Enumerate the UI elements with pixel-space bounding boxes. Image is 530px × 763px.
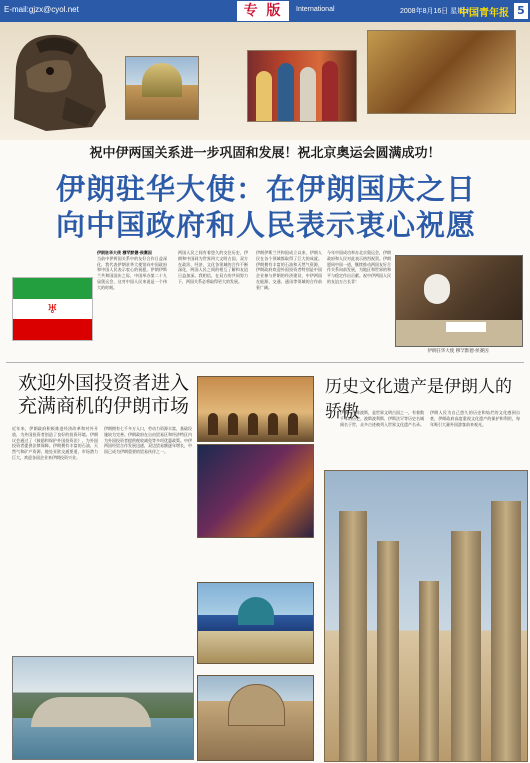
women-traditional-dress-photo bbox=[247, 50, 357, 122]
section-label: 专 版 bbox=[237, 1, 289, 21]
carpet-market-photo bbox=[367, 30, 516, 114]
article1-column-1-text: 当前中伊两国关系中的友好合作日益深化，我代表伊朗驻华大使馆向中国政府和中国人民表示衷心的祝愿。伊朗伊斯兰共和国国庆之际，中国举办第二十九届奥运会，这对中国人民来说是一个伟大的时刻。 bbox=[97, 255, 167, 290]
ambassador-photo bbox=[395, 255, 523, 347]
headline-line-1: 伊朗驻华大使：在伊朗国庆之日 bbox=[55, 172, 476, 206]
article2-headline-line-1: 欢迎外国投资者进入 bbox=[18, 372, 190, 394]
historic-bridge-photo bbox=[197, 376, 314, 442]
article1-column-4: 今年中国成功举办北京奥运会，伊朗政府和人民对此表示热烈祝贺。伊朗愿同中国一道，继续推动两国友好合作关系向前发展，为地区和世界的和平与稳定作出贡献。祝中伊两国人民的友谊万古长青！ bbox=[327, 250, 391, 284]
page-headline bbox=[26, 171, 506, 243]
mosque-interior-photo bbox=[197, 444, 314, 538]
dam-photo bbox=[12, 656, 194, 760]
article1-column-1 bbox=[97, 250, 167, 358]
article3-column-2: 伊朗人民为自己悠久的历史和灿烂的文化感到自豪，伊朗政府高度重视文化遗产的保护和利用，每年吸引大量外国游客前来观光。 bbox=[430, 410, 520, 427]
article2-column-1: 近年来，伊朗政府积极推进经济改革和对外开放，为外国投资者创造了良好的投资环境。伊朗议会通过了《鼓励和保护外国投资法》，为外国投资者提供法律保障。伊朗拥有丰富的石油、天然气和矿产资源，地处亚欧交通要道，市场潜力巨大，欢迎各国企业来伊朗投资兴业。 bbox=[12, 426, 98, 460]
imam-square-photo bbox=[197, 582, 314, 664]
article1-byline: 伊朗驻华大使 穆罕默德·侯赛因 bbox=[97, 250, 152, 255]
article2-column-2: 伊朗拥有七千多万人口，劳动力资源丰富，基础设施较为完善。伊朗政府在自由贸易区和经济特区内为外国投资者提供税收减免等多项优惠政策。中伊两国经贸合作发展迅速，双边贸易额逐年增长，中国已成为伊朗重要的贸易伙伴之一。 bbox=[104, 426, 192, 455]
article1-column-3: 伊朗伊斯兰共和国成立以来，伊朗人民在各个领域都取得了巨大的成就。伊朗拥有丰富的石油和天然气资源，伊朗政府欢迎外国投资者特别是中国企业参与伊朗的经济建设，中伊两国在能源、交通、通讯等领域的合作前景广阔。 bbox=[256, 250, 322, 290]
mosque-dome-photo bbox=[125, 56, 199, 120]
issue-date: 2008年8月16日 星期六 bbox=[400, 8, 472, 15]
persian-statue-image bbox=[6, 27, 114, 137]
article3-column-1: 伊朗，古称波斯，是世界文明古国之一，有着数千年的历史。波斯波利斯、伊斯法罕等历史名城闻名于世，众多古迹被列入世界文化遗产名录。 bbox=[340, 410, 424, 427]
article2-headline bbox=[18, 372, 190, 418]
iran-flag-image bbox=[12, 277, 93, 341]
top-bar bbox=[0, 0, 530, 22]
article1-column-2: 两国人民之间有着悠久的交往历史，伊朗和中国同为世界四大文明古国，双方在政治、经济、文化各领域的合作不断深化，两国人民之间的相互了解和友谊日益加深。我相信，在双方的共同努力下，两国关系必将取得更大的发展。 bbox=[178, 250, 248, 284]
flag-emblem-icon: ♅ bbox=[47, 301, 58, 316]
page-number: 5 bbox=[514, 3, 528, 19]
headline-line-2: 向中国政府和人民表示衷心祝愿 bbox=[55, 208, 476, 242]
section-english-label: International bbox=[296, 6, 335, 13]
ambassador-photo-caption: 伊朗驻华大使 穆罕默德·侯赛因 bbox=[427, 349, 489, 354]
persepolis-ruins-photo bbox=[324, 470, 528, 762]
slogan: 祝中伊两国关系进一步巩固和发展！祝北京奥运会圆满成功！ bbox=[89, 146, 441, 161]
newspaper-logo: 中国青年报 bbox=[459, 8, 509, 19]
email-address: E-mail:gjzx@cyol.net bbox=[4, 5, 79, 14]
article3-headline: 历史文化遗产是伊朗人的骄傲 bbox=[325, 377, 512, 422]
article2-headline-line-2: 充满商机的伊朗市场 bbox=[18, 395, 190, 417]
ancient-tomb-photo bbox=[197, 675, 314, 761]
section-divider bbox=[6, 362, 524, 363]
